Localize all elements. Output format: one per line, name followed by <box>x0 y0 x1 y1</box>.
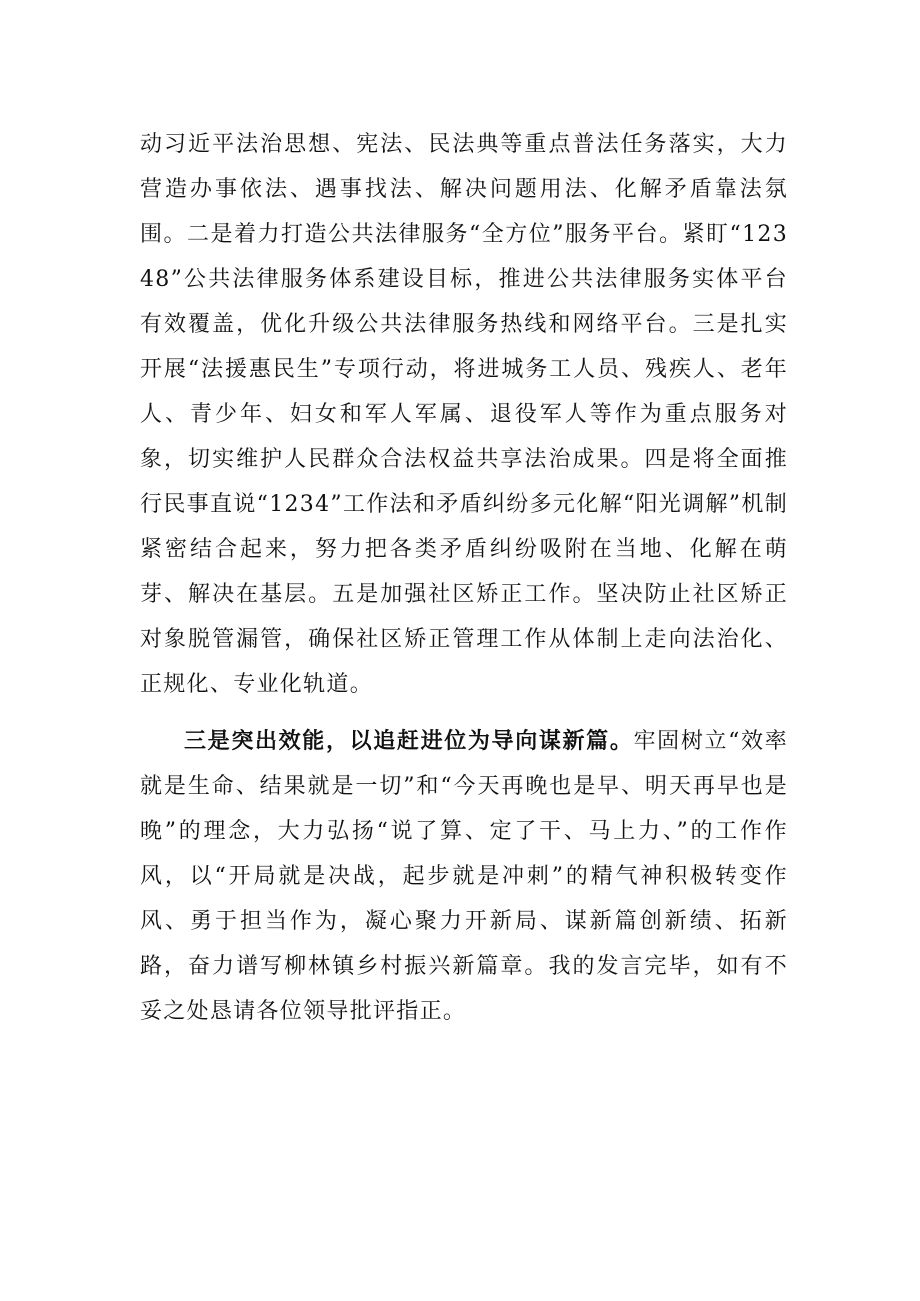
paragraph-continued <box>140 122 788 707</box>
paragraph-body-1: 动习近平法治思想、宪法、民法典等重点普法任务落实，大力营造办事依法、遇事找法、解决问题用法、化解矛盾靠法氛围。二是着力打造公共法律服务“全方位”服务平台。紧盯“12348”公共法律服务体系建设目标，推进公共法律服务实体平台有效覆盖，优化升级公共法律服务热线和网络平台。三是扎实开展“法援惠民生”专项行动，将进城务工人员、残疾人、老年人、青少年、妇女和军人军属、退役军人等作为重点服务对象，切实维护人民群众合法权益共享法治成果。四是将全面推行民事直说“1234”工作法和矛盾纠纷多元化解“阳光调解”机制紧密结合起来，努力把各类矛盾纠纷吸附在当地、化解在萌芽、解决在基层。五是加强社区矫正工作。坚决防止社区矫正对象脱管漏管，确保社区矫正管理工作从体制上走向法治化、正规化、专业化轨道。 <box>140 132 788 697</box>
paragraph-section-three <box>140 719 788 1034</box>
paragraph-body-2: 牢固树立“效率就是生命、结果就是一切”和“今天再晚也是早、明天再早也是晚”的理念，大力弘扬“说了算、定了干、马上力、”的工作作风，以“开局就是决战，起步就是冲刺”的精气神积极转变作风、勇于担当作为，凝心聚力开新局、谋新篇创新绩、拓新路，奋力谱写柳林镇乡村振兴新篇章。我的发言完毕，如有不妥之处恳请各位领导批评指正。 <box>140 729 788 1024</box>
section-heading-three: 三是突出效能，以追赶进位为导向谋新篇。 <box>184 728 634 754</box>
